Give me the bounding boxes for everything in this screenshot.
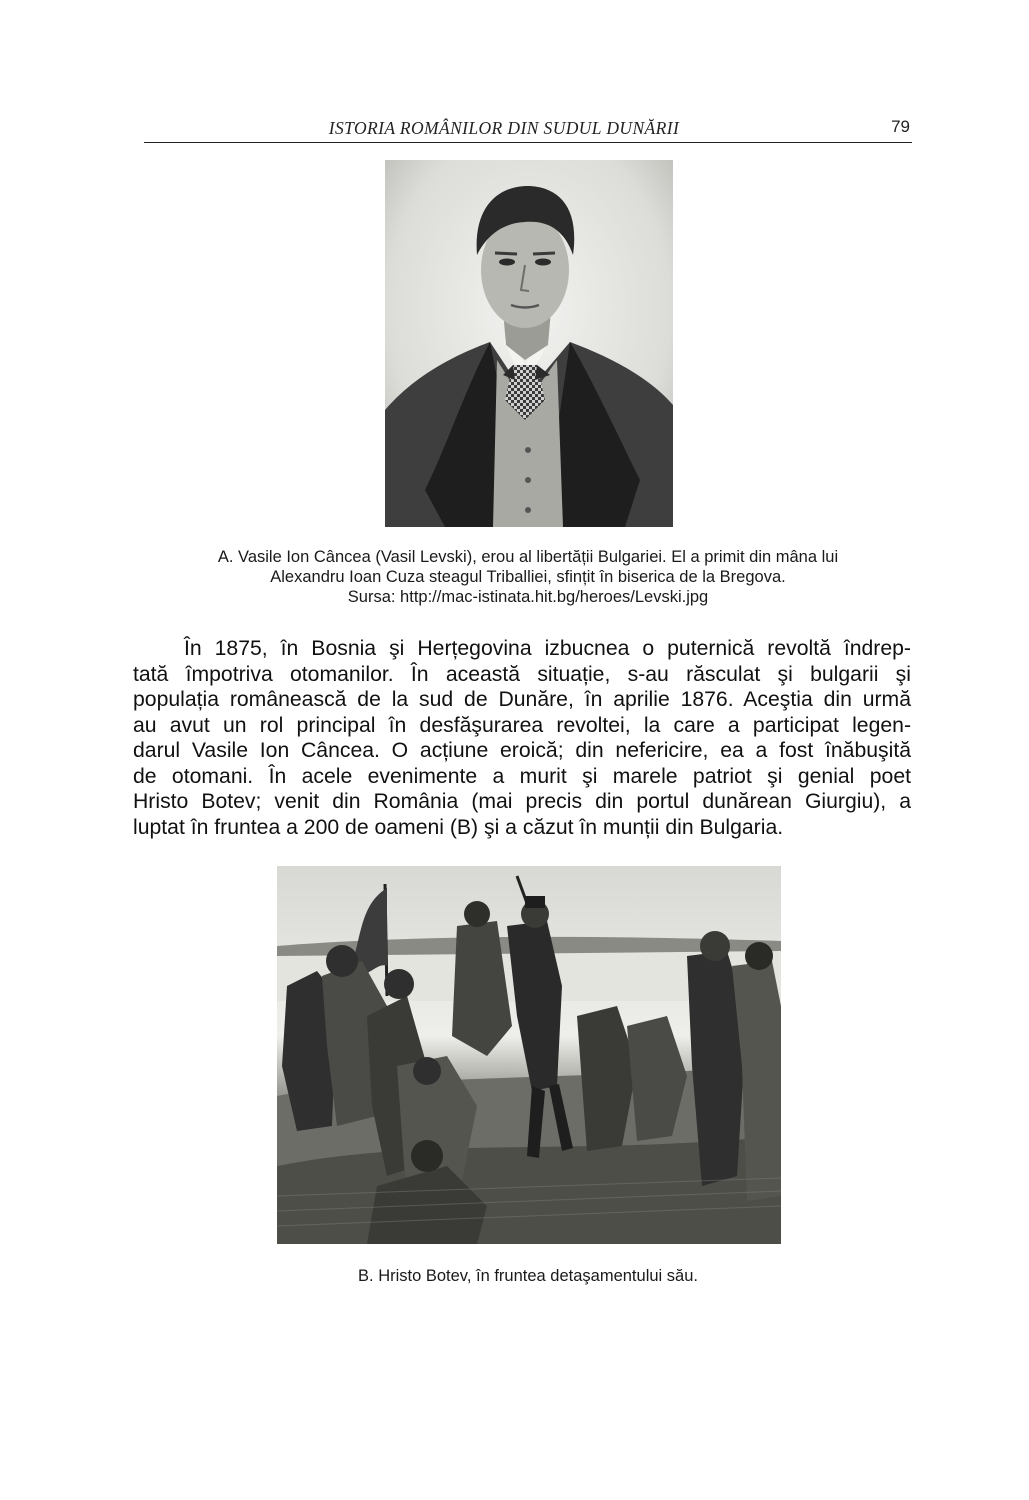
paragraph-line: luptat în fruntea a 200 de oameni (B) şi a căzut în munții din Bulgaria. [133,815,784,839]
battle-scene-photo [277,866,781,1244]
paragraph-line: Hristo Botev; venit din România (mai precis din portul dunărean Giurgiu), a [133,790,911,813]
figure-a-caption-line: A. Vasile Ion Câncea (Vasil Levski), erou al libertății Bulgariei. El a primit din mâna lui [217,548,839,566]
portrait-photo-graphic [385,160,673,527]
battle-scene-graphic [277,866,781,1244]
header-title: ISTORIA ROMÂNILOR DIN SUDUL DUNĂRII [328,118,680,138]
paragraph-line: darul Vasile Ion Câncea. O acțiune eroică; din nefericire, ea a fost înăbuşită [133,739,911,762]
figure-b-caption: B. Hristo Botev, în fruntea detaşamentului său. [358,1267,698,1285]
page-number: 79 [891,117,910,136]
paragraph-line: populația românească de la sud de Dunăre, în aprilie 1876. Aceştia din urmă [133,688,911,711]
running-header [144,116,912,143]
paragraph-line: de otomani. În acele evenimente a murit şi marele patriot şi genial poet [133,764,911,788]
body-paragraph [133,636,911,840]
portrait-photo [385,160,673,527]
paragraph-line: au avut un rol principal în desfăşurarea revoltei, la care a participat legen- [133,713,911,737]
figure-a-caption-line: Sursa: http://mac-istinata.hit.bg/heroes/Levski.jpg [347,588,709,606]
paragraph-line: tată împotriva otomanilor. În această situație, s-au răsculat şi bulgarii şi [133,662,911,686]
figure-a-caption [144,547,912,607]
figure-a-caption-line: Alexandru Ioan Cuza steagul Triballiei, sfințit în biserica de la Bregova. [270,568,786,586]
paragraph-line: În 1875, în Bosnia şi Herțegovina izbucnea o puternică revoltă îndrep- [184,637,911,660]
